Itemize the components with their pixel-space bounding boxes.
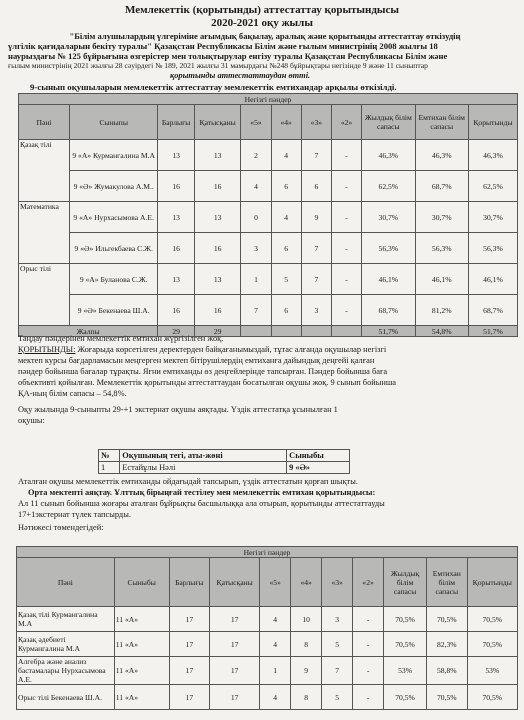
conclusion-line-3: пәндер бойынша бағалар тұрақты. Яғни емтиханды өз деңгейлерінде тапсырған. Пәндер бойынша баға: [18, 367, 388, 376]
value-cell: 9: [301, 202, 331, 233]
column-header: Сыныпы: [70, 105, 158, 140]
grade11-line-2: 17+1экстернат түлек тапсырды.: [18, 510, 131, 519]
value-cell: 6: [271, 171, 301, 202]
value-cell: -: [353, 632, 384, 657]
intro-line-1: "Білім алушылардың үлгеріміне ағымдық бақылау, аралық және қорытынды аттестаттау өткізудің: [69, 31, 461, 41]
class-cell: 11 «А»: [114, 632, 169, 657]
conclusion-line-2: мектеп курсы бағдарламасын меңгерген мектеп бітірушілердің емтиханға дайындық деңгейі қалған: [18, 356, 375, 365]
table-row: [19, 264, 518, 295]
value-cell: 70,5%: [384, 632, 427, 657]
value-cell: 1: [241, 264, 271, 295]
total-value: 51,7%: [362, 326, 415, 337]
class-cell: 9 «Ә» Жумакулова А.М..: [70, 171, 158, 202]
value-cell: 6: [301, 171, 331, 202]
column-header: «3»: [301, 105, 331, 140]
value-cell: -: [353, 657, 384, 685]
value-cell: 46,3%: [362, 140, 415, 171]
value-cell: 81,2%: [415, 295, 468, 326]
column-header: Барлығы: [158, 105, 195, 140]
value-cell: 7: [301, 264, 331, 295]
value-cell: 3: [301, 295, 331, 326]
column-header: «3»: [322, 558, 353, 607]
value-cell: 0: [241, 202, 271, 233]
value-cell: 58,8%: [427, 657, 468, 685]
honors-student-table: [98, 449, 350, 474]
value-cell: 70,5%: [427, 607, 468, 632]
value-cell: 68,7%: [468, 295, 517, 326]
total-value: 29: [158, 326, 195, 337]
class-cell: 9 «А» Буланова С.Ж.: [70, 264, 158, 295]
subject-cell: Алгебра және анализ бастамалары Нурхасымова А.Е.: [17, 657, 115, 685]
value-cell: -: [331, 264, 361, 295]
subject-cell: Орыс тілі: [19, 264, 70, 326]
value-cell: 68,7%: [415, 171, 468, 202]
column-header: Жылдық білім сапасы: [362, 105, 415, 140]
value-cell: 70,5%: [467, 607, 517, 632]
column-header: «5»: [241, 105, 271, 140]
total-value: 54,8%: [415, 326, 468, 337]
column-header-row: [17, 558, 518, 607]
subject-cell: Қазақ тілі Курмангалина М.А: [17, 607, 115, 632]
value-cell: 70,5%: [427, 685, 468, 710]
column-header-row: [19, 105, 518, 140]
value-cell: 17: [169, 607, 210, 632]
student-row: [99, 462, 350, 474]
value-cell: 13: [158, 140, 195, 171]
value-cell: 6: [271, 295, 301, 326]
value-cell: 68,7%: [362, 295, 415, 326]
intro-line-4: ғылым министрінің 2021 жылғы 28 сәуірдегі № 189, 2021 жылғы 31 мамырдағы №248 бұйрықтары негізінде 9 және 11 сыныптар: [8, 61, 428, 70]
value-cell: 17: [210, 632, 260, 657]
value-cell: 17: [169, 657, 210, 685]
value-cell: 16: [158, 233, 195, 264]
value-cell: 10: [291, 607, 322, 632]
para-student-result: Аталған оқушы мемлекеттік емтиханды ойдағыдай тапсырып, үздік аттестатын қорғап шықты.: [18, 477, 358, 486]
intro-line-2: үлгілік қағидаларын бекіту туралы" Қазақстан Республикасы Білім және ғылым министрінің 2008 жылғы 18: [8, 41, 438, 51]
value-cell: 4: [271, 202, 301, 233]
student-header: Оқушының тегі, аты-жөні: [120, 450, 287, 462]
intro-line-5: қорытынды аттестаттаудан өтті.: [170, 71, 311, 80]
value-cell: 53%: [467, 657, 517, 685]
value-cell: 56,3%: [362, 233, 415, 264]
column-header: Қорытынды: [468, 105, 517, 140]
column-header: «2»: [331, 105, 361, 140]
value-cell: -: [331, 140, 361, 171]
class-cell: 11 «А»: [114, 685, 169, 710]
value-cell: 46,1%: [362, 264, 415, 295]
subject-cell: Қазақ тілі: [19, 140, 70, 202]
subject-cell: Қазақ әдебиеті Курмангалина М.А: [17, 632, 115, 657]
value-cell: 4: [271, 140, 301, 171]
column-header: Барлығы: [169, 558, 210, 607]
grade11-line-1: Ал 11 сынып бойынша жоғары аталған бұйрықты басшылыққа ала отырып, қорытынды аттестаттауды: [18, 499, 385, 508]
student-header-row: [99, 450, 350, 462]
value-cell: 62,5%: [468, 171, 517, 202]
academic-year: 2020-2021 оқу жылы: [211, 17, 313, 29]
value-cell: 7: [301, 233, 331, 264]
para-no-electives: Таңдау пәндерінен мемлекеттік емтихан жүргізілген жоқ.: [18, 334, 224, 343]
value-cell: 1: [260, 657, 291, 685]
column-header: «4»: [271, 105, 301, 140]
class-cell: 11 «А»: [114, 657, 169, 685]
table-row: [17, 657, 518, 685]
graduates-line-2: оқушы:: [18, 416, 45, 425]
value-cell: 30,7%: [415, 202, 468, 233]
value-cell: 13: [158, 202, 195, 233]
table-row: [19, 295, 518, 326]
conclusion-paragraph: ҚОРЫТЫНДЫ: Жоғарыда көрсетілген деректерден байқағанымыздай, тұтас алғанда оқушылар негізгі: [18, 345, 387, 354]
total-value: 51,7%: [468, 326, 517, 337]
column-header: Қатысқаны: [210, 558, 260, 607]
class-cell: 9 «Ә» Ильгекбаева С.Ж.: [70, 233, 158, 264]
value-cell: 7: [241, 295, 271, 326]
value-cell: 46,1%: [468, 264, 517, 295]
conclusion-label: ҚОРЫТЫНДЫ:: [18, 345, 76, 354]
header-group-row: [19, 94, 518, 105]
total-value: 29: [194, 326, 240, 337]
column-header: Сыныбы: [114, 558, 169, 607]
value-cell: 7: [301, 140, 331, 171]
column-header: «2»: [353, 558, 384, 607]
value-cell: 2: [241, 140, 271, 171]
value-cell: 70,5%: [467, 632, 517, 657]
section-9-heading: 9-сынып оқушыларын мемлекеттік аттестаттау мемлекеттік емтихандар арқылы өткізілді.: [30, 82, 397, 92]
value-cell: 9: [291, 657, 322, 685]
value-cell: 5: [322, 632, 353, 657]
value-cell: 17: [169, 685, 210, 710]
value-cell: 16: [158, 171, 195, 202]
column-header: Қатысқаны: [194, 105, 240, 140]
value-cell: 56,3%: [468, 233, 517, 264]
value-cell: 16: [158, 295, 195, 326]
value-cell: 30,7%: [362, 202, 415, 233]
intro-line-3: наурыздағы № 125 бұйрығына өзгерістер мен толықтырулар енгізу туралы Қазақстан Республикасы Білім және: [8, 51, 448, 61]
class-cell: 11 «А»: [114, 607, 169, 632]
grade9-results-table: [18, 93, 518, 337]
value-cell: 46,3%: [415, 140, 468, 171]
value-cell: 53%: [384, 657, 427, 685]
header-group-row: [17, 547, 518, 558]
conclusion-line-4: объективті қойылған. Мемлекеттік қорытынды аттестаттаудан босатылған оқушы жоқ. 9 сынып бойынша: [18, 378, 397, 387]
value-cell: 16: [194, 233, 240, 264]
class-cell: 9 «А» Нурхасымова А.Е.: [70, 202, 158, 233]
value-cell: 4: [241, 171, 271, 202]
value-cell: 3: [322, 607, 353, 632]
column-header: «4»: [291, 558, 322, 607]
value-cell: -: [331, 202, 361, 233]
conclusion-line-5: ҚА-ның білім сапасы – 54,8%.: [18, 389, 127, 398]
value-cell: 16: [194, 171, 240, 202]
value-cell: 70,5%: [467, 685, 517, 710]
subject-cell: Орыс тілі Бекенаева Ш.А.: [17, 685, 115, 710]
class-cell: 9 «Ә» Бекенаева Ш.А.: [70, 295, 158, 326]
value-cell: 5: [322, 685, 353, 710]
class-cell: 9 «А» Курмангалина М.А: [70, 140, 158, 171]
group-header: Негізгі пәндер: [19, 94, 518, 105]
student-cell: 1: [99, 462, 120, 474]
student-header: №: [99, 450, 120, 462]
value-cell: 30,7%: [468, 202, 517, 233]
value-cell: 17: [210, 607, 260, 632]
column-header: Пәні: [19, 105, 70, 140]
column-header: Емтихан білім сапасы: [427, 558, 468, 607]
value-cell: 13: [194, 140, 240, 171]
value-cell: 7: [322, 657, 353, 685]
table-row: [17, 632, 518, 657]
value-cell: 4: [260, 685, 291, 710]
value-cell: 70,5%: [384, 607, 427, 632]
table-row: [19, 171, 518, 202]
value-cell: 17: [210, 685, 260, 710]
column-header: Жылдық білім сапасы: [384, 558, 427, 607]
student-cell: Естайұлы Нәлі: [120, 462, 287, 474]
value-cell: -: [353, 607, 384, 632]
page-title: Мемлекеттік (қорытынды) аттестаттау қорытындысы: [125, 4, 399, 16]
graduates-line-1: Оқу жылында 9-сыныпты 29-+1 экстернат оқушы аяқтады. Үздік аттестатқа ұсынылған 1: [18, 405, 338, 414]
value-cell: -: [331, 295, 361, 326]
value-cell: 82,3%: [427, 632, 468, 657]
column-header: «5»: [260, 558, 291, 607]
student-header: Сыныбы: [287, 450, 350, 462]
value-cell: 6: [271, 233, 301, 264]
value-cell: -: [331, 171, 361, 202]
value-cell: 70,5%: [384, 685, 427, 710]
value-cell: 56,3%: [415, 233, 468, 264]
group-header: Негізгі пәндер: [17, 547, 518, 558]
value-cell: 16: [194, 295, 240, 326]
value-cell: 13: [194, 202, 240, 233]
table-row: [19, 140, 518, 171]
student-cell: 9 «Ә»: [287, 462, 350, 474]
value-cell: 17: [210, 657, 260, 685]
value-cell: 13: [194, 264, 240, 295]
table-row: [17, 607, 518, 632]
value-cell: 13: [158, 264, 195, 295]
table-row: [19, 202, 518, 233]
grade11-results-table: [16, 546, 518, 710]
column-header: Қорытынды: [467, 558, 517, 607]
column-header: Пәні: [17, 558, 115, 607]
value-cell: 62,5%: [362, 171, 415, 202]
value-cell: 46,1%: [415, 264, 468, 295]
value-cell: 4: [260, 607, 291, 632]
value-cell: -: [331, 233, 361, 264]
value-cell: 17: [169, 632, 210, 657]
subject-cell: Математика: [19, 202, 70, 264]
total-label: Жалпы: [19, 326, 158, 337]
value-cell: 5: [271, 264, 301, 295]
value-cell: 46,3%: [468, 140, 517, 171]
value-cell: 4: [260, 632, 291, 657]
value-cell: 3: [241, 233, 271, 264]
table-row: [19, 233, 518, 264]
grade11-heading: Орта мектепті аяқтау. Ұлттық бірыңғай тестілеу мен мемлекеттік емтихан қорытындысы:: [28, 488, 376, 497]
value-cell: 8: [291, 685, 322, 710]
value-cell: -: [353, 685, 384, 710]
table-row: [17, 685, 518, 710]
column-header: Емтихан білім сапасы: [415, 105, 468, 140]
results-below: Нәтижесі төмендегідей:: [18, 523, 104, 532]
value-cell: 8: [291, 632, 322, 657]
